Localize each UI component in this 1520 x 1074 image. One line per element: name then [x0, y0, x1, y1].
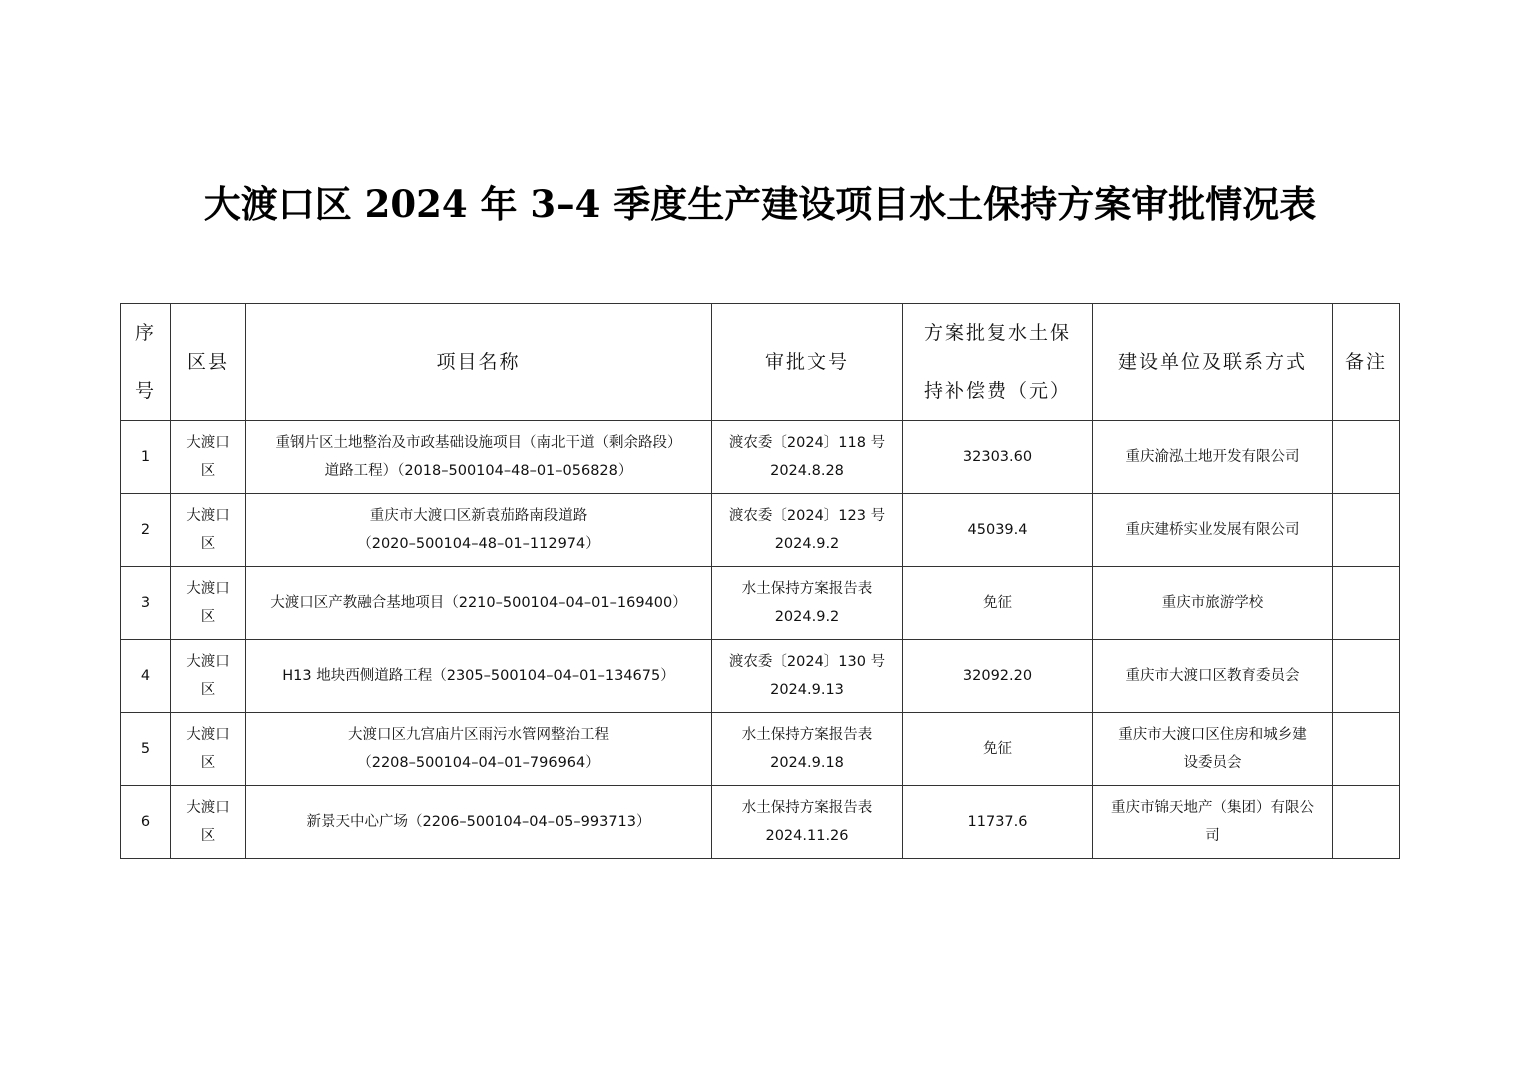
cell-note	[1333, 713, 1400, 786]
cell-fee	[903, 640, 1093, 713]
approval-line-1: 水土保持方案报告表	[741, 727, 873, 743]
table-row	[121, 567, 1400, 640]
cell-unit	[1093, 567, 1333, 640]
seq-value: 3	[140, 595, 151, 611]
cell-fee	[903, 494, 1093, 567]
cell-fee	[903, 786, 1093, 859]
district-line-1: 大渡口	[186, 435, 230, 451]
cell-project	[246, 421, 712, 494]
cell-note	[1333, 567, 1400, 640]
header-project: 项目名称	[246, 304, 712, 421]
cell-approval	[712, 640, 903, 713]
project-line-1: 新景天中心广场（2206–500104–04–05–993713）	[306, 814, 651, 830]
cell-approval	[712, 713, 903, 786]
table-row	[121, 494, 1400, 567]
table-body	[121, 421, 1400, 859]
unit-line-1: 重庆市大渡口区教育委员会	[1125, 668, 1300, 684]
approval-line-1: 渡农委〔2024〕130 号	[728, 654, 886, 670]
district-line-2: 区	[200, 463, 216, 479]
cell-note	[1333, 494, 1400, 567]
district-line-2: 区	[200, 682, 216, 698]
cell-project	[246, 786, 712, 859]
header-fee	[903, 304, 1093, 421]
seq-value: 5	[140, 741, 151, 757]
project-line-2: （2208–500104–04–01–796964）	[357, 755, 600, 771]
cell-district	[171, 786, 246, 859]
cell-note	[1333, 640, 1400, 713]
page-title: 大渡口区 2024 年 3–4 季度生产建设项目水土保持方案审批情况表	[203, 182, 1317, 226]
cell-unit	[1093, 421, 1333, 494]
cell-note	[1333, 786, 1400, 859]
table-row	[121, 713, 1400, 786]
cell-unit	[1093, 640, 1333, 713]
approval-line-1: 水土保持方案报告表	[741, 581, 873, 597]
seq-value: 1	[140, 449, 151, 465]
cell-district	[171, 713, 246, 786]
project-line-1: 重钢片区土地整治及市政基础设施项目（南北干道（剩余路段）	[275, 435, 682, 451]
approval-line-2: 2024.9.2	[774, 536, 840, 552]
unit-line-2: 设委员会	[1183, 755, 1242, 771]
project-line-2: （2020–500104–48–01–112974）	[357, 536, 600, 552]
cell-approval	[712, 786, 903, 859]
cell-project	[246, 713, 712, 786]
header-seq	[121, 304, 171, 421]
cell-district	[171, 421, 246, 494]
district-line-1: 大渡口	[186, 654, 230, 670]
header-seq-line-1: 序	[134, 322, 156, 344]
district-line-2: 区	[200, 828, 216, 844]
cell-district	[171, 494, 246, 567]
unit-line-1: 重庆市大渡口区住房和城乡建	[1118, 727, 1307, 743]
approval-line-2: 2024.8.28	[770, 463, 844, 479]
cell-unit	[1093, 494, 1333, 567]
district-line-2: 区	[200, 755, 216, 771]
cell-fee	[903, 567, 1093, 640]
approval-line-1: 水土保持方案报告表	[741, 800, 873, 816]
cell-project	[246, 567, 712, 640]
project-line-1: 大渡口区九宫庙片区雨污水管网整治工程	[348, 727, 609, 743]
fee-value: 免征	[983, 741, 1012, 757]
project-line-1: 重庆市大渡口区新袁茄路南段道路	[369, 508, 588, 524]
approval-line-1: 渡农委〔2024〕123 号	[728, 508, 886, 524]
cell-note	[1333, 421, 1400, 494]
approval-line-1: 渡农委〔2024〕118 号	[728, 435, 886, 451]
cell-project	[246, 494, 712, 567]
project-line-1: H13 地块西侧道路工程（2305–500104–04–01–134675）	[282, 668, 675, 684]
approval-line-2: 2024.9.2	[774, 609, 840, 625]
table-row	[121, 786, 1400, 859]
seq-value: 6	[140, 814, 151, 830]
cell-district	[171, 640, 246, 713]
cell-project	[246, 640, 712, 713]
seq-value: 2	[140, 522, 151, 538]
cell-seq	[121, 494, 171, 567]
unit-line-1: 重庆渝泓土地开发有限公司	[1125, 449, 1300, 465]
fee-value: 免征	[983, 595, 1012, 611]
fee-value: 32092.20	[962, 668, 1033, 684]
header-district: 区县	[171, 304, 246, 421]
district-line-2: 区	[200, 609, 216, 625]
unit-line-1: 重庆市旅游学校	[1161, 595, 1264, 611]
cell-approval	[712, 421, 903, 494]
unit-line-1: 重庆建桥实业发展有限公司	[1125, 522, 1300, 538]
table-row	[121, 421, 1400, 494]
project-line-1: 大渡口区产教融合基地项目（2210–500104–04–01–169400）	[270, 595, 687, 611]
seq-value: 4	[140, 668, 151, 684]
fee-value: 32303.60	[962, 449, 1033, 465]
cell-approval	[712, 494, 903, 567]
cell-seq	[121, 640, 171, 713]
cell-unit	[1093, 713, 1333, 786]
approval-line-2: 2024.11.26	[765, 828, 849, 844]
district-line-1: 大渡口	[186, 581, 230, 597]
header-note: 备注	[1333, 304, 1400, 421]
header-approval: 审批文号	[712, 304, 903, 421]
district-line-1: 大渡口	[186, 800, 230, 816]
header-seq-line-2: 号	[134, 380, 156, 402]
table-header-row	[121, 304, 1400, 421]
fee-value: 45039.4	[967, 522, 1028, 538]
cell-fee	[903, 421, 1093, 494]
cell-district	[171, 567, 246, 640]
district-line-2: 区	[200, 536, 216, 552]
cell-fee	[903, 713, 1093, 786]
header-fee-line-2: 持补偿费（元）	[923, 380, 1071, 402]
cell-seq	[121, 713, 171, 786]
district-line-1: 大渡口	[186, 727, 230, 743]
cell-seq	[121, 786, 171, 859]
approval-line-2: 2024.9.13	[770, 682, 844, 698]
cell-seq	[121, 421, 171, 494]
cell-seq	[121, 567, 171, 640]
unit-line-2: 司	[1205, 828, 1220, 844]
approval-table	[120, 303, 1400, 859]
project-line-2: 道路工程）（2018–500104–48–01–056828）	[324, 463, 633, 479]
cell-approval	[712, 567, 903, 640]
fee-value: 11737.6	[967, 814, 1028, 830]
approval-line-2: 2024.9.18	[770, 755, 844, 771]
district-line-1: 大渡口	[186, 508, 230, 524]
header-unit: 建设单位及联系方式	[1093, 304, 1333, 421]
header-fee-line-1: 方案批复水土保	[923, 322, 1071, 344]
unit-line-1: 重庆市锦天地产（集团）有限公	[1111, 800, 1314, 816]
cell-unit	[1093, 786, 1333, 859]
table-row	[121, 640, 1400, 713]
